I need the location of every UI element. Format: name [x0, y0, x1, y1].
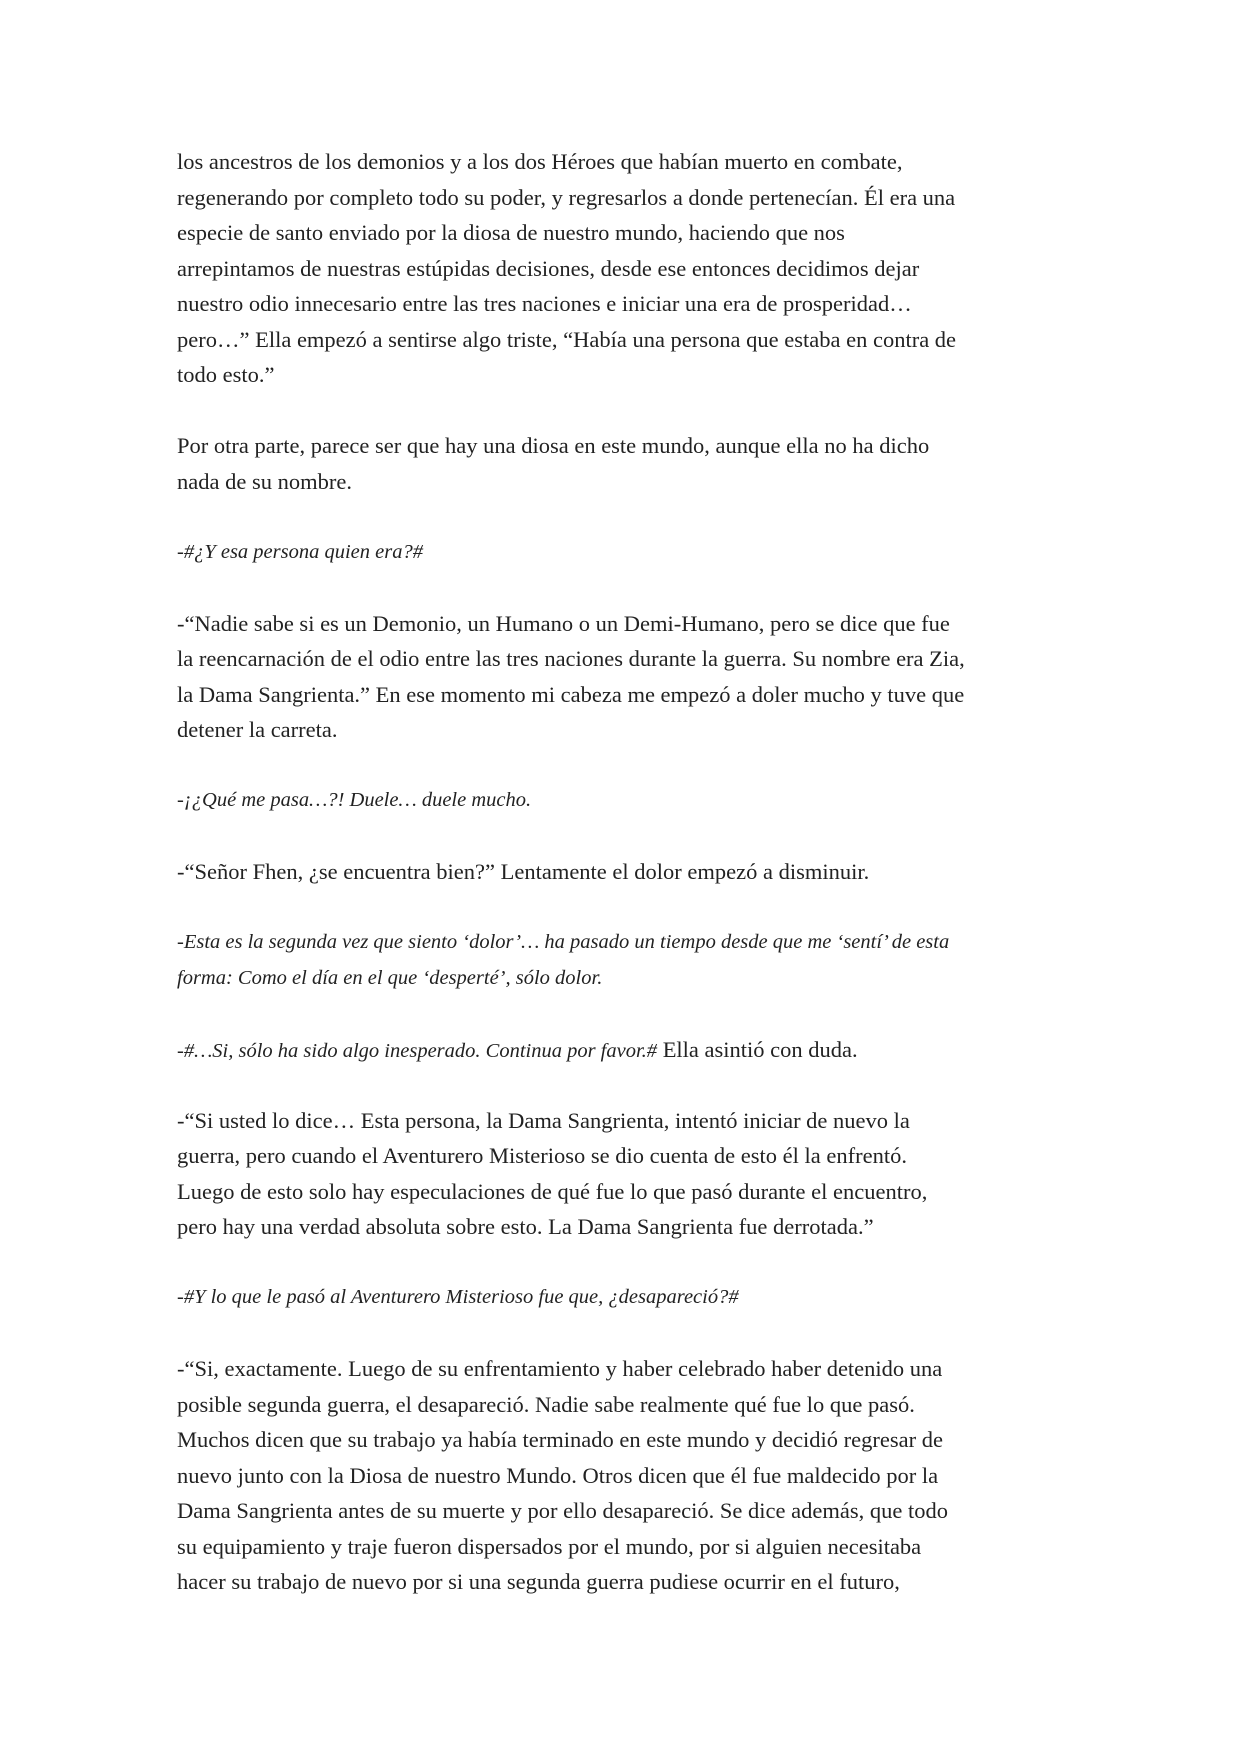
text-line: nada de su nombre. [177, 468, 352, 494]
paragraph [177, 854, 1082, 890]
text-line: su equipamiento y traje fueron dispersados por el mundo, por si alguien necesitaba [177, 1533, 922, 1559]
thought-paragraph [177, 783, 1082, 819]
paragraph [177, 428, 1082, 499]
text-line: guerra, pero cuando el Aventurero Misterioso se dio cuenta de esto él la enfrentó. [177, 1143, 907, 1168]
thought-paragraph [177, 535, 1082, 571]
body-text [177, 144, 1082, 1635]
text-line: la reencarnación de el odio entre las tres naciones durante la guerra. Su nombre era Zia, [177, 646, 965, 671]
text-line: -“Si, exactamente. Luego de su enfrentamiento y haber celebrado haber detenido una [177, 1356, 943, 1381]
text-line: -“Nadie sabe si es un Demonio, un Humano o un Demi-Humano, pero se dice que fue [177, 610, 950, 636]
italic-segment: -#…Si, sólo ha sido algo inesperado. Continua por favor.# [177, 1039, 658, 1062]
text-line: -#¿Y esa persona quien era?# [177, 540, 423, 563]
text-line: pero…” Ella empezó a sentirse algo triste, “Había una persona que estaba en contra de [177, 326, 957, 352]
text-line: -“Si usted lo dice… Esta persona, la Dama Sangrienta, intentó iniciar de nuevo la [177, 1107, 910, 1133]
paragraph [177, 1103, 1082, 1245]
plain-segment: Ella asintió con duda. [657, 1036, 858, 1062]
text-line: la Dama Sangrienta.” En ese momento mi cabeza me empezó a doler mucho y tuve que [177, 681, 965, 707]
mixed-paragraph [177, 1032, 1082, 1068]
thought-paragraph [177, 925, 1082, 996]
text-line: -¡¿Qué me pasa…?! Duele… duele mucho. [177, 789, 532, 811]
text-line: -“Señor Fhen, ¿se encuentra bien?” Lentamente el dolor empezó a disminuir. [177, 859, 870, 884]
text-line: Dama Sangrienta antes de su muerte y por ello desapareció. Se dice además, que todo [177, 1498, 948, 1523]
paragraph [177, 606, 1082, 748]
text-line: Por otra parte, parece ser que hay una diosa en este mundo, aunque ella no ha dicho [177, 433, 930, 458]
text-line: forma: Como el día en el que ‘desperté’, sólo dolor. [177, 966, 603, 989]
text-line: -#Y lo que le pasó al Aventurero Misterioso fue que, ¿desapareció?# [177, 1286, 739, 1308]
text-line: los ancestros de los demonios y a los dos Héroes que habían muerto en combate, [177, 149, 903, 174]
text-line [177, 1032, 1082, 1068]
text-line: regenerando por completo todo su poder, y regresarlos a donde pertenecían. Él era una [177, 184, 956, 210]
paragraph [177, 1351, 1082, 1600]
text-line: hacer su trabajo de nuevo por si una segunda guerra pudiese ocurrir en el futuro, [177, 1569, 900, 1594]
text-line: Muchos dicen que su trabajo ya había terminado en este mundo y decidió regresar de [177, 1427, 943, 1452]
text-line: detener la carreta. [177, 717, 338, 742]
text-line: Luego de esto solo hay especulaciones de qué fue lo que pasó durante el encuentro, [177, 1178, 928, 1204]
paragraph [177, 144, 1082, 393]
text-line: -Esta es la segunda vez que siento ‘dolor’… ha pasado un tiempo desde que me ‘sentí’ de esta [177, 931, 950, 953]
text-line: nuestro odio innecesario entre las tres naciones e iniciar una era de prosperidad… [177, 291, 912, 316]
thought-paragraph [177, 1280, 1082, 1316]
text-line: todo esto.” [177, 362, 275, 387]
text-line: pero hay una verdad absoluta sobre esto. La Dama Sangrienta fue derrotada.” [177, 1214, 874, 1239]
text-line: arrepintamos de nuestras estúpidas decisiones, desde ese entonces decidimos dejar [177, 255, 920, 281]
text-line: nuevo junto con la Diosa de nuestro Mundo. Otros dicen que él fue maldecido por la [177, 1462, 939, 1488]
text-line: especie de santo enviado por la diosa de nuestro mundo, haciendo que nos [177, 220, 845, 245]
text-line: posible segunda guerra, el desapareció. Nadie sabe realmente qué fue lo que pasó. [177, 1391, 915, 1417]
